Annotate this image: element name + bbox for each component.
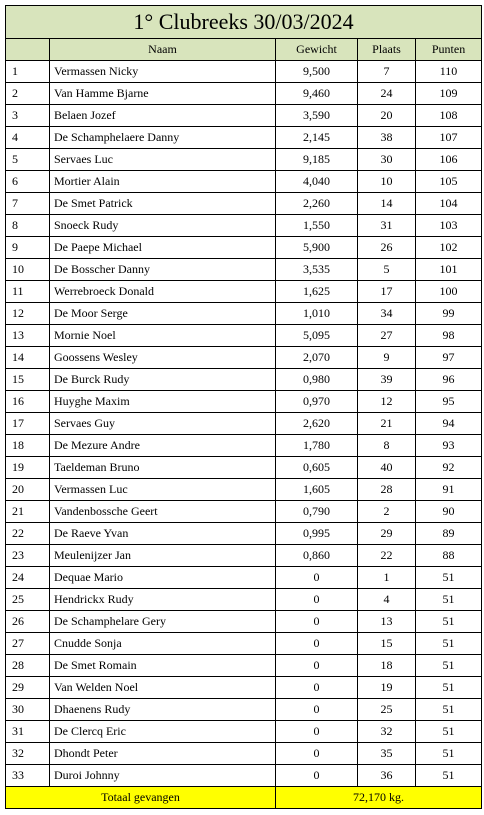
- table-body: [6, 61, 482, 787]
- cell-name: Vermassen Nicky: [50, 61, 276, 83]
- cell-weight: 9,185: [276, 149, 358, 171]
- cell-name: Dequae Mario: [50, 567, 276, 589]
- cell-place: 25: [358, 699, 416, 721]
- cell-points: 107: [416, 127, 482, 149]
- table-row: [6, 149, 482, 171]
- cell-place: 19: [358, 677, 416, 699]
- table-row: [6, 567, 482, 589]
- cell-place: 21: [358, 413, 416, 435]
- cell-place: 34: [358, 303, 416, 325]
- cell-name: Mornie Noel: [50, 325, 276, 347]
- table-row: [6, 171, 482, 193]
- cell-place: 14: [358, 193, 416, 215]
- cell-name: De Bosscher Danny: [50, 259, 276, 281]
- cell-weight: 0: [276, 677, 358, 699]
- cell-place: 5: [358, 259, 416, 281]
- cell-points: 51: [416, 633, 482, 655]
- cell-place: 1: [358, 567, 416, 589]
- table-row: [6, 545, 482, 567]
- cell-points: 92: [416, 457, 482, 479]
- cell-name: Dhondt Peter: [50, 743, 276, 765]
- cell-nr: 17: [6, 413, 50, 435]
- cell-points: 51: [416, 699, 482, 721]
- table-row: [6, 303, 482, 325]
- cell-place: 28: [358, 479, 416, 501]
- cell-nr: 23: [6, 545, 50, 567]
- cell-points: 93: [416, 435, 482, 457]
- cell-nr: 27: [6, 633, 50, 655]
- cell-nr: 15: [6, 369, 50, 391]
- cell-place: 17: [358, 281, 416, 303]
- table-row: [6, 721, 482, 743]
- cell-nr: 25: [6, 589, 50, 611]
- cell-nr: 30: [6, 699, 50, 721]
- cell-name: Vermassen Luc: [50, 479, 276, 501]
- table-row: [6, 589, 482, 611]
- cell-weight: 2,260: [276, 193, 358, 215]
- cell-weight: 0,605: [276, 457, 358, 479]
- cell-weight: 2,620: [276, 413, 358, 435]
- cell-weight: 0: [276, 589, 358, 611]
- cell-points: 51: [416, 765, 482, 787]
- cell-points: 96: [416, 369, 482, 391]
- cell-points: 51: [416, 611, 482, 633]
- cell-place: 22: [358, 545, 416, 567]
- table-row: [6, 325, 482, 347]
- cell-points: 103: [416, 215, 482, 237]
- cell-points: 91: [416, 479, 482, 501]
- cell-nr: 28: [6, 655, 50, 677]
- table-row: [6, 215, 482, 237]
- table-row: [6, 611, 482, 633]
- cell-name: De Schamphelare Gery: [50, 611, 276, 633]
- cell-name: Hendrickx Rudy: [50, 589, 276, 611]
- cell-points: 94: [416, 413, 482, 435]
- column-header-weight: Gewicht: [276, 39, 358, 61]
- cell-name: De Raeve Yvan: [50, 523, 276, 545]
- cell-place: 2: [358, 501, 416, 523]
- cell-place: 30: [358, 149, 416, 171]
- page-title: 1° Clubreeks 30/03/2024: [6, 6, 482, 39]
- cell-nr: 29: [6, 677, 50, 699]
- cell-weight: 1,605: [276, 479, 358, 501]
- cell-place: 35: [358, 743, 416, 765]
- cell-weight: 1,010: [276, 303, 358, 325]
- cell-place: 36: [358, 765, 416, 787]
- cell-points: 88: [416, 545, 482, 567]
- cell-name: Duroi Johnny: [50, 765, 276, 787]
- table-row: [6, 743, 482, 765]
- column-header-points: Punten: [416, 39, 482, 61]
- cell-place: 18: [358, 655, 416, 677]
- cell-weight: 2,145: [276, 127, 358, 149]
- cell-nr: 13: [6, 325, 50, 347]
- cell-name: Taeldeman Bruno: [50, 457, 276, 479]
- table-row: [6, 391, 482, 413]
- cell-nr: 21: [6, 501, 50, 523]
- cell-points: 104: [416, 193, 482, 215]
- cell-place: 39: [358, 369, 416, 391]
- table-row: [6, 237, 482, 259]
- cell-name: De Clercq Eric: [50, 721, 276, 743]
- cell-points: 51: [416, 743, 482, 765]
- cell-points: 51: [416, 567, 482, 589]
- table-row: [6, 83, 482, 105]
- cell-weight: 0,970: [276, 391, 358, 413]
- cell-name: De Smet Patrick: [50, 193, 276, 215]
- table-row: [6, 369, 482, 391]
- cell-weight: 1,550: [276, 215, 358, 237]
- cell-nr: 1: [6, 61, 50, 83]
- cell-name: De Paepe Michael: [50, 237, 276, 259]
- cell-points: 90: [416, 501, 482, 523]
- cell-name: Huyghe Maxim: [50, 391, 276, 413]
- cell-points: 99: [416, 303, 482, 325]
- total-row: [6, 787, 482, 809]
- cell-nr: 7: [6, 193, 50, 215]
- cell-weight: 0,980: [276, 369, 358, 391]
- table-row: [6, 61, 482, 83]
- cell-place: 24: [358, 83, 416, 105]
- cell-weight: 0: [276, 699, 358, 721]
- cell-nr: 8: [6, 215, 50, 237]
- cell-nr: 2: [6, 83, 50, 105]
- cell-nr: 12: [6, 303, 50, 325]
- table-row: [6, 127, 482, 149]
- table-row: [6, 655, 482, 677]
- cell-points: 89: [416, 523, 482, 545]
- cell-place: 20: [358, 105, 416, 127]
- table-row: [6, 479, 482, 501]
- cell-weight: 0: [276, 721, 358, 743]
- table-row: [6, 765, 482, 787]
- cell-weight: 2,070: [276, 347, 358, 369]
- cell-weight: 0: [276, 655, 358, 677]
- cell-name: Servaes Guy: [50, 413, 276, 435]
- cell-name: Mortier Alain: [50, 171, 276, 193]
- cell-points: 101: [416, 259, 482, 281]
- cell-place: 10: [358, 171, 416, 193]
- cell-place: 40: [358, 457, 416, 479]
- cell-place: 12: [358, 391, 416, 413]
- cell-points: 98: [416, 325, 482, 347]
- total-label: Totaal gevangen: [6, 787, 276, 809]
- cell-weight: 4,040: [276, 171, 358, 193]
- cell-name: De Schamphelaere Danny: [50, 127, 276, 149]
- table-row: [6, 435, 482, 457]
- cell-points: 108: [416, 105, 482, 127]
- cell-nr: 22: [6, 523, 50, 545]
- cell-place: 27: [358, 325, 416, 347]
- cell-name: Servaes Luc: [50, 149, 276, 171]
- cell-points: 110: [416, 61, 482, 83]
- cell-nr: 16: [6, 391, 50, 413]
- column-header-place: Plaats: [358, 39, 416, 61]
- table-row: [6, 347, 482, 369]
- cell-name: Meulenijzer Jan: [50, 545, 276, 567]
- cell-nr: 20: [6, 479, 50, 501]
- cell-nr: 10: [6, 259, 50, 281]
- cell-place: 31: [358, 215, 416, 237]
- cell-points: 97: [416, 347, 482, 369]
- table-row: [6, 501, 482, 523]
- cell-nr: 9: [6, 237, 50, 259]
- cell-name: Cnudde Sonja: [50, 633, 276, 655]
- cell-weight: 1,625: [276, 281, 358, 303]
- cell-name: De Burck Rudy: [50, 369, 276, 391]
- table-row: [6, 677, 482, 699]
- cell-name: De Smet Romain: [50, 655, 276, 677]
- title-row: [6, 6, 482, 39]
- cell-nr: 5: [6, 149, 50, 171]
- table-row: [6, 413, 482, 435]
- table-row: [6, 281, 482, 303]
- cell-weight: 3,590: [276, 105, 358, 127]
- cell-weight: 9,460: [276, 83, 358, 105]
- cell-place: 4: [358, 589, 416, 611]
- cell-name: De Moor Serge: [50, 303, 276, 325]
- cell-nr: 6: [6, 171, 50, 193]
- cell-weight: 5,095: [276, 325, 358, 347]
- cell-place: 29: [358, 523, 416, 545]
- cell-weight: 1,780: [276, 435, 358, 457]
- cell-nr: 26: [6, 611, 50, 633]
- table-row: [6, 699, 482, 721]
- cell-place: 32: [358, 721, 416, 743]
- table-row: [6, 457, 482, 479]
- cell-points: 106: [416, 149, 482, 171]
- cell-name: Van Welden Noel: [50, 677, 276, 699]
- cell-points: 95: [416, 391, 482, 413]
- cell-name: Dhaenens Rudy: [50, 699, 276, 721]
- cell-place: 13: [358, 611, 416, 633]
- table-row: [6, 193, 482, 215]
- cell-name: Van Hamme Bjarne: [50, 83, 276, 105]
- cell-points: 51: [416, 721, 482, 743]
- cell-nr: 14: [6, 347, 50, 369]
- table-row: [6, 105, 482, 127]
- table-row: [6, 633, 482, 655]
- table-row: [6, 523, 482, 545]
- cell-nr: 31: [6, 721, 50, 743]
- cell-weight: 0: [276, 633, 358, 655]
- cell-place: 8: [358, 435, 416, 457]
- cell-name: Vandenbossche Geert: [50, 501, 276, 523]
- cell-points: 100: [416, 281, 482, 303]
- cell-weight: 3,535: [276, 259, 358, 281]
- cell-points: 51: [416, 589, 482, 611]
- column-header-nr: [6, 39, 50, 61]
- cell-place: 7: [358, 61, 416, 83]
- total-value: 72,170 kg.: [276, 787, 482, 809]
- cell-name: Belaen Jozef: [50, 105, 276, 127]
- cell-weight: 0: [276, 567, 358, 589]
- cell-nr: 3: [6, 105, 50, 127]
- cell-weight: 0,790: [276, 501, 358, 523]
- cell-weight: 0: [276, 611, 358, 633]
- cell-nr: 24: [6, 567, 50, 589]
- cell-points: 109: [416, 83, 482, 105]
- cell-name: Snoeck Rudy: [50, 215, 276, 237]
- cell-place: 26: [358, 237, 416, 259]
- column-header-name: Naam: [50, 39, 276, 61]
- cell-points: 102: [416, 237, 482, 259]
- header-row: [6, 39, 482, 61]
- cell-weight: 0: [276, 765, 358, 787]
- results-sheet: [5, 5, 481, 809]
- cell-weight: 9,500: [276, 61, 358, 83]
- cell-nr: 4: [6, 127, 50, 149]
- cell-nr: 19: [6, 457, 50, 479]
- cell-name: Werrebroeck Donald: [50, 281, 276, 303]
- cell-nr: 18: [6, 435, 50, 457]
- cell-nr: 32: [6, 743, 50, 765]
- cell-place: 9: [358, 347, 416, 369]
- cell-points: 51: [416, 655, 482, 677]
- cell-weight: 0: [276, 743, 358, 765]
- cell-weight: 5,900: [276, 237, 358, 259]
- cell-name: De Mezure Andre: [50, 435, 276, 457]
- table-row: [6, 259, 482, 281]
- cell-nr: 33: [6, 765, 50, 787]
- cell-place: 15: [358, 633, 416, 655]
- results-table: [5, 5, 482, 809]
- cell-nr: 11: [6, 281, 50, 303]
- cell-points: 51: [416, 677, 482, 699]
- cell-weight: 0,860: [276, 545, 358, 567]
- cell-place: 38: [358, 127, 416, 149]
- cell-weight: 0,995: [276, 523, 358, 545]
- cell-points: 105: [416, 171, 482, 193]
- cell-name: Goossens Wesley: [50, 347, 276, 369]
